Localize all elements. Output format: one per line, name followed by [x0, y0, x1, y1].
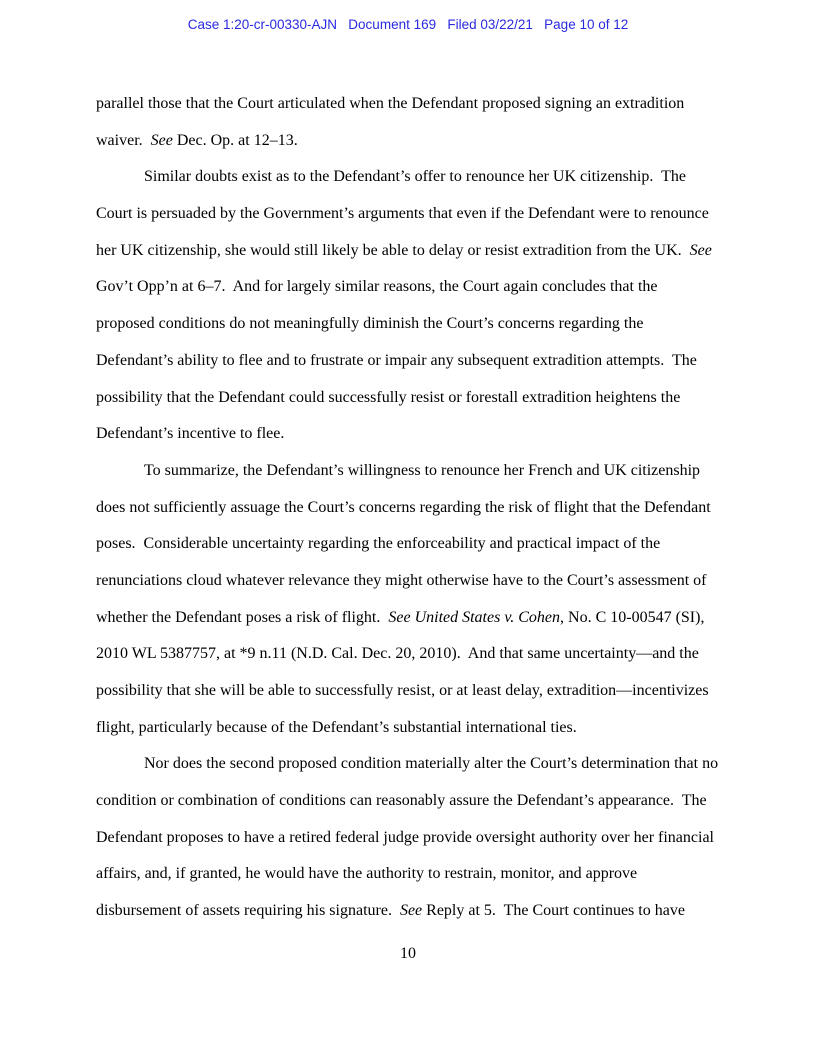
case-stamp-header: Case 1:20-cr-00330-AJN Document 169 Filed 03/22/21 Page 10 of 12	[187, 17, 629, 32]
text-line	[96, 196, 720, 233]
text-run: Defendant proposes to have a retired federal judge provide oversight authority over her financial	[96, 828, 714, 846]
text-run: flight, particularly because of the Defendant’s substantial international ties.	[96, 718, 577, 736]
text-run: disbursement of assets requiring his signature.	[96, 902, 400, 920]
text-line	[96, 416, 720, 453]
text-run: whether the Defendant poses a risk of flight.	[96, 608, 389, 626]
text-run: Similar doubts exist as to the Defendant’s offer to renounce her UK citizenship. The	[144, 168, 686, 186]
text-run: renunciations cloud whatever relevance they might otherwise have to the Court’s assessment of	[96, 571, 707, 589]
text-run: Defendant’s incentive to flee.	[96, 425, 285, 443]
text-run: Reply at 5. The Court continues to have	[422, 902, 685, 920]
text-line	[96, 123, 720, 160]
paragraph	[96, 86, 720, 159]
text-run: waiver.	[96, 131, 151, 149]
text-run: To summarize, the Defendant’s willingness to renounce her French and UK citizenship	[144, 461, 701, 479]
italic-text-run: See	[399, 902, 423, 920]
text-run: her UK citizenship, she would still likely be able to delay or resist extradition from the UK.	[96, 241, 690, 259]
text-line	[96, 600, 720, 637]
text-line	[96, 856, 720, 893]
paragraph	[96, 453, 720, 747]
text-line	[96, 159, 720, 196]
text-run: Gov’t Opp’n at 6–7. And for largely similar reasons, the Court again concludes that the	[96, 278, 658, 296]
text-run: proposed conditions do not meaningfully diminish the Court’s concerns regarding the	[96, 315, 644, 333]
page-number: 10	[400, 945, 416, 962]
text-line	[96, 86, 720, 123]
text-run: Defendant’s ability to flee and to frustrate or impair any subsequent extradition attempts. The	[96, 351, 697, 369]
italic-text-run: See	[150, 131, 173, 149]
italic-text-run: See United States v. Cohen	[388, 608, 561, 626]
text-line	[96, 233, 720, 270]
text-run: parallel those that the Court articulated when the Defendant proposed signing an extradition	[96, 95, 685, 112]
text-line	[96, 269, 720, 306]
text-line	[96, 636, 720, 673]
text-run: possibility that she will be able to successfully resist, or at least delay, extradition—incentivizes	[96, 682, 709, 699]
text-line	[96, 563, 720, 600]
text-line	[96, 746, 720, 783]
text-line	[96, 343, 720, 380]
text-run: does not sufficiently assuage the Court’s concerns regarding the risk of flight that the Defendant	[96, 498, 711, 516]
text-run: Court is persuaded by the Government’s arguments that even if the Defendant were to renounce	[96, 205, 709, 223]
text-line	[96, 380, 720, 417]
paragraph	[96, 746, 720, 929]
text-line	[96, 783, 720, 820]
text-line	[96, 490, 720, 527]
text-line	[96, 526, 720, 563]
text-run: Dec. Op. at 12–13.	[172, 131, 298, 149]
text-line	[96, 710, 720, 747]
document-body	[96, 86, 720, 930]
text-line	[96, 820, 720, 857]
text-run: poses. Considerable uncertainty regarding the enforceability and practical impact of the	[96, 535, 661, 553]
text-line	[96, 306, 720, 343]
text-run: 2010 WL 5387757, at *9 n.11 (N.D. Cal. Dec. 20, 2010). And that same uncertainty—and the	[96, 645, 699, 663]
text-line	[96, 673, 720, 710]
text-run: condition or combination of conditions can reasonably assure the Defendant’s appearance. The	[96, 792, 707, 810]
text-run: affairs, and, if granted, he would have the authority to restrain, monitor, and approve	[96, 865, 638, 883]
text-run: , No. C 10-00547 (SI),	[560, 608, 705, 626]
text-run: possibility that the Defendant could successfully resist or forestall extradition heightens the	[96, 388, 681, 406]
text-line	[96, 453, 720, 490]
italic-text-run: See	[689, 241, 712, 259]
text-run: Nor does the second proposed condition materially alter the Court’s determination that no	[144, 755, 719, 773]
paragraph	[96, 159, 720, 453]
text-line	[96, 893, 720, 930]
